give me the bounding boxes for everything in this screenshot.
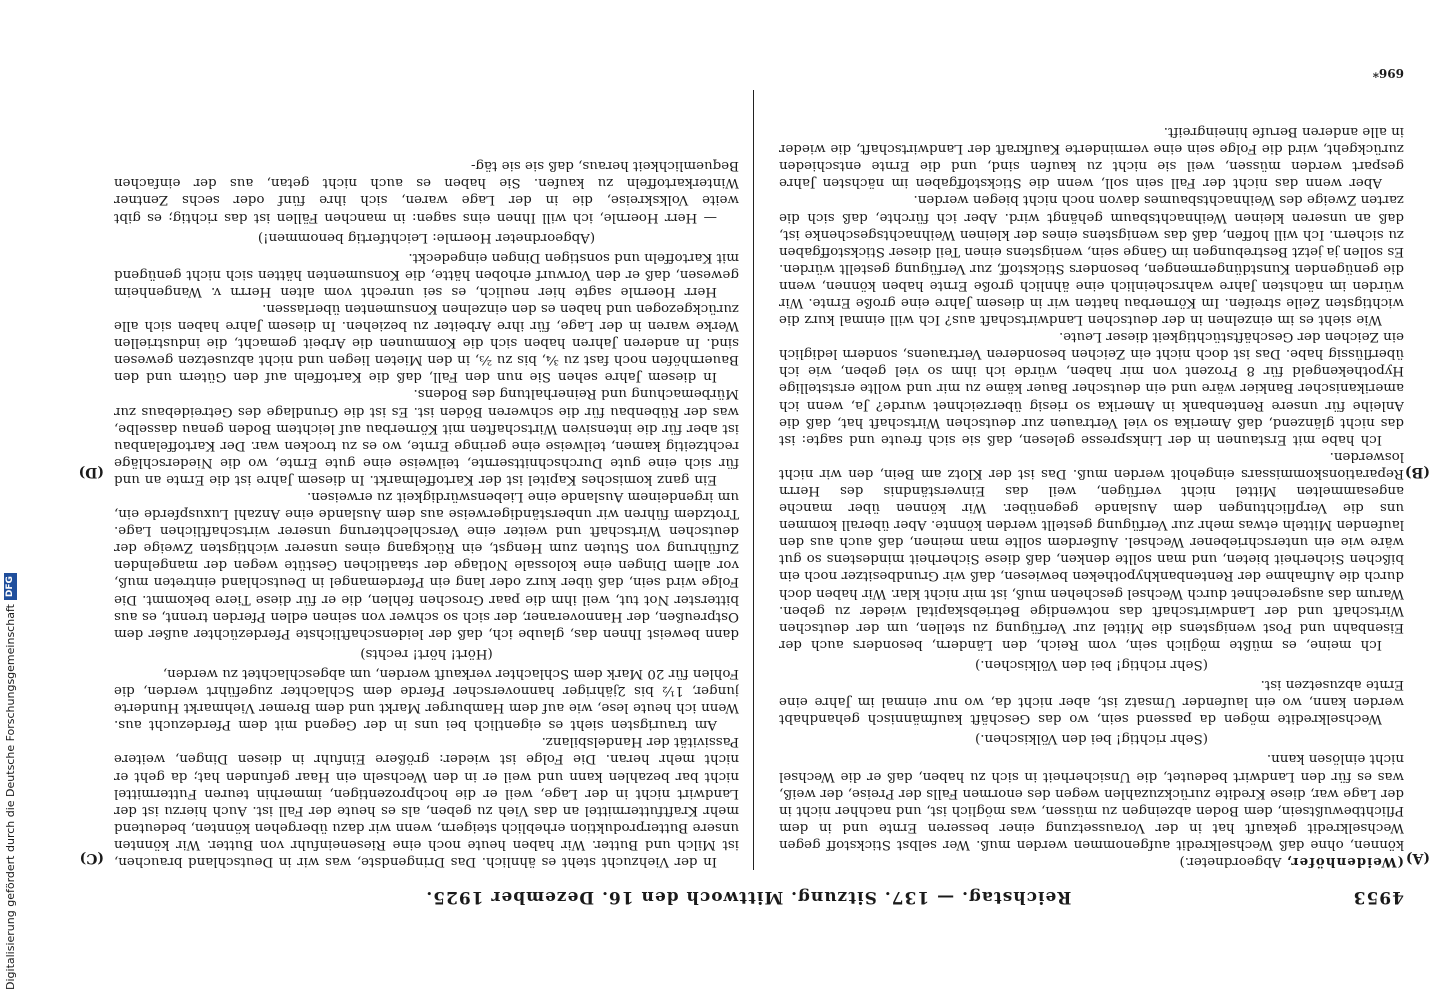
interjection: (Abgeordneter Hoernle: Leichtfertig benommen!): [257, 229, 596, 245]
document-sheet: [78, 30, 1430, 910]
paragraph: Wie sieht es im einzelnen in der deutschen Landwirtschaft aus? Ich will einmal kurz die wichtigsten Zeile streifen. Im Körnerbau hatten wir in diesem Jahre eine große Ernte. Wir würden im nächsten Jahre wahrscheinlich eine ähnlich große Ernte haben können, wenn die genügenden Kunstdüngermengen, besonders Stickstoff, zur Verfügung gestellt würden. Es sollen ja jetzt Bestrebungen im Gange sein, wenigstens einen Teil dieser Stickstoffgaben zu sichern. Ich will hoffen, daß das wenigstens eines der kleinen Weihnachtsgeschenke ist, daß an unseren kleinen Weihnachtsbaum gehängt wird. Aber ich fürchte, daß sich die zarten Zweige des Weihnachtsbaumes davon noch nicht biegen werden.: [779, 192, 1404, 328]
speaker-role: Abgeordneter.): [1179, 854, 1282, 869]
margin-marker-c: (C): [79, 850, 104, 866]
paragraph: Herr Hoernle sagte hier neulich, es sei unrecht vom alten Herrn v. Wangenheim gewesen, daß er den Vorwurf erhoben hätte, die Konsumenten hätten sich nicht genügend mit Kartoffeln und sonstigen Dingen eingedeckt.: [114, 249, 739, 299]
credit-text: Digitalisierung gefördert durch die Deutsche Forschungsgemeinschaft: [3, 604, 17, 990]
page-title: Reichstag. — 137. Sitzung. Mittwoch den 16. Dezember 1925.: [425, 887, 1072, 907]
paragraph: In der Viehzucht steht es ähnlich. Das Dringendste, was wir in Deutschland brauchen, ist Milch und Butter. Wir haben heute noch eine Rieseneinfuhr von Butter. Wir könnten unsere Butterproduktion erheblich steigern, wenn wir dazu übergehen könnten, bedeutend mehr Kraftfuttermittel an das Vieh zu geben, als es heute der Fall ist. Auch hierzu ist der Landwirt nicht in der Lage, weil er die hochprozentigen, immerhin teuren Futtermittel nicht bar bezahlen kann und weil er in den Wechseln ein Haar gefunden hat; da geht er nicht mehr heran. Die Folge ist wieder: größere Einfuhr in diesen Dingen, weitere Passivität der Handelsbilanz.: [114, 734, 739, 869]
speaker-name: (Weidenhöfer,: [1285, 854, 1404, 870]
margin-marker-d: (D): [78, 464, 104, 480]
paragraph: Ich habe mit Erstaunen in der Linkspresse gelesen, daß sie sich freute und sagte: ist das nicht glänzend, daß Amerika so viel Vertrauen zur deutschen Wirtschaft hat, daß die Anleihe für unsere Rentenbank in Amerika so riesig überzeichnet wurde? Ja, wenn ich amerikanischer Bankier wäre und ein deutscher Bauer käme zu mir und wollte erststellige Hypothekengeld für 8 Prozent von mir haben, würde ich ihm so viel geben, wie ich überflüssig habe. Das ist doch nicht ein Zeichen besonderen Vertrauens, sondern lediglich ein Zeichen der Geschäftstüchtigkeit dieser Leute.: [779, 329, 1404, 447]
paragraph: Am traurigsten sieht es eigentlich bei uns in der Gegend mit dem Pferdezucht aus. Wenn ich heute lese, wie auf dem Hamburger Markt und dem Bremer Viehmarkt Hunderte junger, 1½ bis 2jähriger hannoverscher Pferde dem Schlachter zugeführt werden, die Fohlen für 20 Mark dem Schlachter verkauft werden, um abgeschlachtet zu werden,: [114, 665, 739, 733]
paragraph: Ich meine, es müßte möglich sein, vom Reich, den Ländern, besonders auch der Eisenbahn und Post wenigstens die Mittel zur Verfügung zu stellen, um der deutschen Wirtschaft und der Landwirtschaft das notwendige Betriebskapital wieder zu geben. Warum das ausgerechnet durch Wechsel geschehen muß, ist mir nicht klar. Wir haben doch durch die Aufnahme der Rentenbankhypotheken bewiesen, daß wir Grundbesitzer noch ein bißchen Sicherheit bieten, und man sollte denken, daß diese Sicherheit mindestens so gut wäre wie ein unterschriebener Wechsel. Außerdem sollte man meinen, daß auch aus den laufenden Mitteln etwas mehr zur Verfügung gestellt werden könnte. Aber überall kommen uns die Verpflichtungen dem Auslande gegenüber. Wir können über manche angesammelten Mittel nicht verfügen, weil das Einverständnis des Herrn Reparationskommissars eingeholt werden muß. Das ist der Klotz am Bein, den wir nicht loswerden.: [779, 448, 1404, 652]
paragraph: — Herr Hoernle, ich will Ihnen eins sagen: in manchen Fällen ist das richtig; es gibt weite Volkskreise, die in der Lage waren, sich ihre fünf oder sechs Zentner Winterkartoffeln zu kaufen. Sie haben es auch nicht getan, aus der einfachen Bequemlichkeit heraus, daß sie sie täg-: [114, 158, 739, 225]
column-divider: [753, 90, 754, 870]
paragraph: In diesem Jahre sehen Sie nun den Fall, daß die Kartoffeln auf den Gütern und den Bauernhöfen noch fast zu ¾, bis zu ⅔, in den Mieten liegen und nicht abzusetzen gewesen sind. In anderen Jahren haben sich die Kommunen die Arbeit gemacht, die industriellen Werke waren in der Lage, für ihre Arbeiter zu beziehen. In diesem Jahre haben sich alle zurückgezogen und haben es den einzelnen Konsumenten überlassen.: [114, 301, 739, 385]
margin-marker-b: (B): [1404, 464, 1430, 480]
paragraph: Aber wenn das nicht der Fall sein soll, wenn die Stickstoffgaben im nächsten Jahre gespart werden müssen, weil sie nicht zu kaufen sind, und die Ernte entschieden zurückgeht, wird die Folge sein eine verminderte Kaufkraft der Landwirtschaft, die wieder in alle anderen Berufe hineingreift.: [779, 124, 1404, 191]
paragraph: [779, 853, 1404, 870]
left-column: [779, 90, 1404, 870]
margin-marker-a: (A): [1405, 850, 1430, 866]
interjection: (Sehr richtig! bei den Völkischen.): [975, 731, 1208, 747]
interjection: (Sehr richtig! bei den Völkischen.): [975, 656, 1208, 672]
right-column: [114, 90, 739, 870]
page-number: 4953: [1352, 887, 1404, 907]
paragraph: können, ohne daß Wechselkredit aufgenommen werden muß. Wer selbst Stickstoff gegen Wechselkredit gekauft hat in der Voraussetzung einer besseren Ernte und in dem Pflichtbewußtsein, dem Boden abzeingen zu müssen, was möglich ist, und nachher nicht in der Lage war, diese Kredite zurückzuzahlen wegen des enormen Falls der Preise, der weiß, was es für den Landwirt bedeutet, die Unsicherheit in sich zu haben, daß er die Wechsel nicht einlösen kann.: [779, 751, 1404, 852]
page-header: [104, 884, 1404, 910]
interjection: (Hört! hört! rechts): [360, 645, 493, 661]
paragraph: Wechselkredite mögen da passend sein, wo das Geschäft kaufmännisch gehandhabt werden kann, wo ein laufender Umsatz ist, aber nicht da, wo nur einmal im Jahre eine Ernte abzusetzen ist.: [779, 677, 1404, 727]
paragraph: Ein ganz komisches Kapitel ist der Kartoffelmarkt. In diesem Jahre ist die Ernte an und für sich eine gute Durchschnittsernte, teilweise eine gute Ernte, wo die Niederschläge rechtzeitig kamen, teilweise eine geringe Ernte, wo es zu trocken war. Der Kartoffelanbau ist aber für die intensiven Wirtschaften mit Körnerbau auf leichtem Boden genau dasselbe, was der Rübenbau für die schweren Böden ist. Es ist die Grundlage des Getreidebaus zur Mürbemachung und Reinerhaltung des Bodens.: [114, 386, 739, 487]
dfg-logo-icon: DFG: [4, 573, 17, 600]
paragraph: dann beweist Ihnen das, glaube ich, daß der leidenschaftlichste Pferdezüchter außer dem Ostpreußen, der Hannoveraner, der sich so schwer von seinen edlen Pferden trennt, es aus bitterster Not tut, weil ihm die paar Groschen fehlen, die er für diese Tiere bekommt. Die Folge wird sein, daß über kurz oder lang ein Pferdemangel in Deutschland eintreten muß, vor allem Dingen eine kolossale Notlage der staatlichen Gestüte wegen der mangelnden Zuführung von Stuten zum Hengst, ein Rückgang eines unserer wichtigsten Zweige der deutschen Wirtschaft und weiter eine Verschlechterung unserer wirtschaftlichen Lage. Trotzdem führen wir unberständigerweise aus dem Auslande eine Anzahl Luxuspferde ein, um irgendeinem Auslande eine Liebenswürdigkeit zu erweisen.: [114, 489, 739, 641]
sheet-signature: 696*: [1372, 66, 1404, 80]
dfg-credit: [2, 576, 18, 990]
